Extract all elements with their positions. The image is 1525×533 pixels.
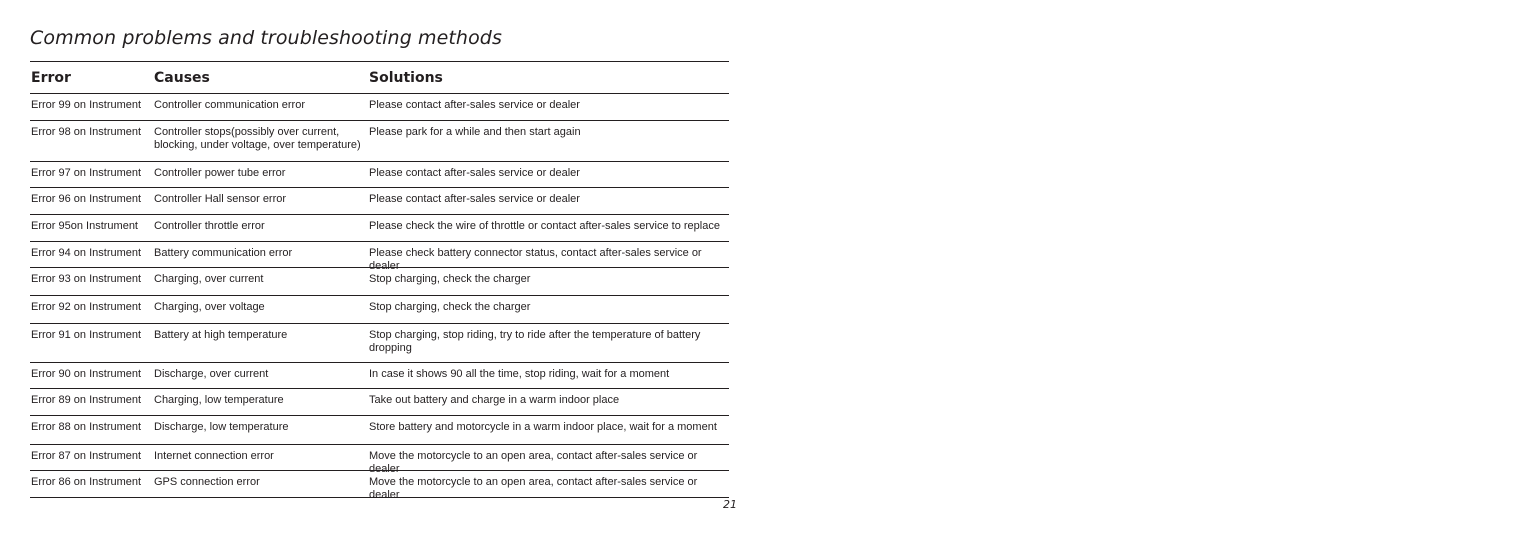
solution-cell: Please check the wire of throttle or contact after-sales service to replace (369, 220, 720, 232)
cause-cell: Internet connection error (154, 450, 274, 462)
error-code-cell: Error 99 on Instrument (31, 99, 142, 111)
cause-cell: Charging, over voltage (154, 301, 265, 313)
table-row (30, 363, 729, 389)
cause-cell: Controller throttle error (154, 220, 265, 232)
solution-cell: Move the motorcycle to an open area, contact after-sales service or dealer (369, 476, 698, 501)
table-row (30, 296, 729, 324)
error-code-cell: Error 87 on Instrument (31, 450, 142, 462)
error-code-cell: Error 93 on Instrument (31, 273, 142, 285)
table-row (30, 324, 729, 363)
cause-cell: Controller communication error (154, 99, 305, 111)
solution-cell: In case it shows 90 all the time, stop riding, wait for a moment (369, 368, 670, 380)
cause-cell: Controller Hall sensor error (154, 193, 287, 205)
error-code-cell: Error 88 on Instrument (31, 421, 142, 433)
solution-cell: Stop charging, stop riding, try to ride after the temperature of battery dropping (369, 329, 701, 354)
table-body (30, 94, 729, 501)
cause-cell: Battery communication error (154, 247, 293, 259)
cause-cell: Discharge, low temperature (154, 421, 289, 433)
solution-cell: Please contact after-sales service or dealer (369, 167, 580, 179)
table-row (30, 215, 729, 242)
solution-cell: Please check battery connector status, contact after-sales service or dealer (369, 247, 702, 272)
cause-cell: Charging, low temperature (154, 394, 284, 406)
table-row (30, 94, 729, 121)
solution-cell: Stop charging, check the charger (369, 273, 531, 285)
error-code-cell: Error 95on Instrument (31, 220, 138, 232)
page-number: 21 (723, 498, 737, 511)
solution-cell: Take out battery and charge in a warm indoor place (369, 394, 620, 406)
table-row (30, 162, 729, 188)
cause-cell: Charging, over current (154, 273, 264, 285)
page-title: Common problems and troubleshooting methods (30, 27, 502, 49)
column-header-causes: Causes (154, 69, 210, 86)
error-code-cell: Error 94 on Instrument (31, 247, 142, 259)
solution-cell: Move the motorcycle to an open area, contact after-sales service or dealer (369, 450, 698, 475)
error-code-cell: Error 90 on Instrument (31, 368, 142, 380)
solution-cell: Store battery and motorcycle in a warm indoor place, wait for a moment (369, 421, 717, 433)
cause-cell: Battery at high temperature (154, 329, 288, 341)
column-header-solutions: Solutions (369, 69, 443, 86)
cause-cell: Discharge, over current (154, 368, 269, 380)
error-code-cell: Error 96 on Instrument (31, 193, 142, 205)
solution-cell: Please contact after-sales service or dealer (369, 99, 580, 111)
table-row (30, 445, 729, 475)
cause-cell: Controller power tube error (154, 167, 286, 179)
cause-cell: GPS connection error (154, 476, 260, 488)
table-row (30, 268, 729, 296)
table-row (30, 242, 729, 272)
cause-cell: Controller stops(possibly over current, blocking, under voltage, over temperature) (154, 126, 361, 151)
error-code-cell: Error 92 on Instrument (31, 301, 142, 313)
error-code-cell: Error 86 on Instrument (31, 476, 142, 488)
table-row (30, 121, 729, 162)
error-code-cell: Error 97 on Instrument (31, 167, 142, 179)
error-code-cell: Error 98 on Instrument (31, 126, 142, 138)
solution-cell: Please park for a while and then start again (369, 126, 581, 138)
table-row (30, 188, 729, 215)
table-row (30, 471, 729, 501)
solution-cell: Stop charging, check the charger (369, 301, 531, 313)
troubleshooting-table (30, 61, 729, 501)
column-header-error: Error (31, 69, 71, 86)
table-row (30, 416, 729, 445)
table-row (30, 389, 729, 416)
solution-cell: Please contact after-sales service or dealer (369, 193, 580, 205)
error-code-cell: Error 89 on Instrument (31, 394, 142, 406)
error-code-cell: Error 91 on Instrument (31, 329, 142, 341)
table-header (30, 62, 729, 94)
